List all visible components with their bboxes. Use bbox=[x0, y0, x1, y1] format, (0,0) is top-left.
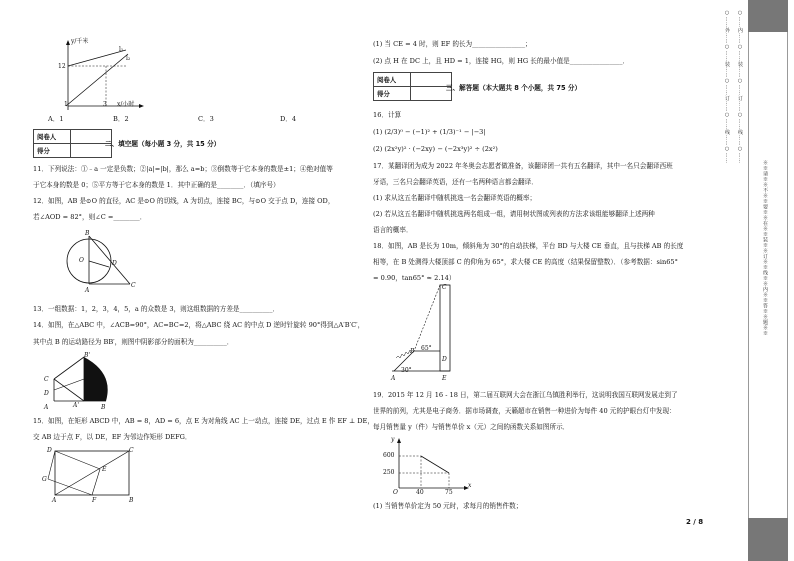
binding-notice: ※※请※※不※※要※※在※※装※※订※※线※※内※※答※※题※※ bbox=[762, 160, 768, 336]
q15-part1: (1) 当 CE = 4 时，则 EF 的长为________________； bbox=[373, 40, 532, 48]
origin-label: O bbox=[393, 489, 398, 496]
q19-line1: 19．2015 年 12 月 16 - 18 日，第二届互联网大会在浙江乌镇胜利举行，这说明我国互联网发展走到了 bbox=[373, 391, 678, 399]
label-e: E bbox=[102, 466, 107, 473]
q15-part2: (2) 点 H 在 DC 上，且 HD = 1，连接 HG，则 HG 长的最小值是________________． bbox=[373, 57, 630, 65]
choice-c: C．3 bbox=[198, 115, 214, 123]
q17-part2-line2: 语言的概率． bbox=[373, 226, 413, 234]
margin-block-top bbox=[748, 0, 788, 32]
label-c: C bbox=[44, 376, 49, 383]
tick-3: 3 bbox=[103, 101, 107, 108]
label-a: A bbox=[52, 497, 57, 504]
q12-line2: 若∠AOD = 82°，则∠C =________． bbox=[33, 213, 147, 221]
q19-line2: 世界的前列，尤其是电子商务．据市场调查，天籁超市在销售一种进价为每件 40 元的护眼台灯中发现： bbox=[373, 407, 676, 415]
inner-binding-line: ○……内……○……装……○……订……○……线……○…… bbox=[737, 10, 743, 164]
tick-600: 600 bbox=[383, 452, 395, 459]
label-a: A bbox=[85, 287, 90, 294]
q15-line2: 交 AB 边于点 F，以 DE，EF 为邻边作矩形 DEFG． bbox=[33, 433, 192, 441]
label-d: D bbox=[47, 447, 52, 454]
q17-part1: (1) 求从这五名翻译中随机挑选一名会翻译英语的概率； bbox=[373, 194, 537, 202]
label-c: C bbox=[442, 284, 447, 291]
angle-30: 30° bbox=[401, 367, 412, 374]
angle-65: 65° bbox=[421, 345, 432, 352]
q16: 16．计算 bbox=[373, 111, 402, 119]
q16-part2: (2) (2x²y)² · (−2xy) − (−2x³y)² ÷ (2x²) bbox=[373, 145, 498, 153]
q17-line1: 17．某翻译团为成为 2022 年冬奥会志愿者做准备，该翻译团一共有五名翻译，其中一名只会翻译西班 bbox=[373, 162, 673, 170]
q12-line1: 12．如图，AB 是⊙O 的直径，AC 是⊙O 的切线，A 为切点，连接 BC，与⊙O 交于点 D，连接 OD， bbox=[33, 197, 335, 205]
circle-figure-q12 bbox=[62, 224, 142, 294]
label-c: C bbox=[129, 447, 134, 454]
label-e: E bbox=[442, 375, 447, 382]
x-axis-label: x bbox=[468, 482, 472, 489]
sales-function-graph bbox=[385, 438, 475, 498]
label-d: D bbox=[44, 390, 49, 397]
tick-250: 250 bbox=[383, 469, 395, 476]
y-axis-label: y/千米 bbox=[71, 38, 89, 45]
score-table-2 bbox=[33, 129, 112, 158]
tick-40: 40 bbox=[416, 489, 424, 496]
section-3-title: 三、解答题（本大题共 8 个小题，共 75 分） bbox=[446, 84, 582, 92]
score-label: 得分 bbox=[374, 87, 411, 101]
reviewer-label: 阅卷人 bbox=[34, 130, 71, 144]
label-l2: l₂ bbox=[126, 55, 131, 62]
q19-line3: 每月销售量 y（件）与销售单价 x（元）之间的函数关系如图所示． bbox=[373, 423, 570, 431]
label-b: B bbox=[101, 404, 106, 411]
tick-75: 75 bbox=[445, 489, 453, 496]
label-d: D bbox=[442, 356, 447, 363]
q14-line2: 其中点 B 的运动路径为 BB′，则图中阴影部分的面积为__________． bbox=[33, 338, 234, 346]
label-b: B bbox=[410, 348, 415, 355]
label-a: A bbox=[44, 404, 49, 411]
label-b: B bbox=[129, 497, 134, 504]
q18-line2: 相等，在 B 处测得大楼顶部 C 的仰角为 65°，求大楼 CE 的高度（结果保留整数）．（参考数据：sin65° bbox=[373, 258, 678, 266]
margin-block-bottom bbox=[748, 518, 788, 561]
section-2-title: 二、填空题（每小题 3 分，共 15 分） bbox=[105, 140, 221, 148]
label-a: A bbox=[391, 375, 396, 382]
label-a-prime: A' bbox=[73, 402, 79, 409]
choice-b: B．2 bbox=[113, 115, 129, 123]
label-l1: l₁ bbox=[119, 46, 124, 53]
q17-part2-line1: (2) 若从这五名翻译中随机挑选两名组成一组，请用树状图或列表的方法求该组能够翻译上述两种 bbox=[373, 210, 655, 218]
outer-binding-line: ○……外……○……装……○……订……○……线……○…… bbox=[724, 10, 730, 164]
q19-part1: (1) 当销售单价定为 50 元时，求每月的销售件数； bbox=[373, 502, 523, 510]
q18-line1: 18．如图，AB 是长为 10m，倾斜角为 30°的自动扶梯，平台 BD 与大楼 CE 垂直，且与扶梯 AB 的长度 bbox=[373, 242, 684, 250]
label-b: B bbox=[85, 230, 90, 237]
q11-line1: 11．下列说法：①﹣a 一定是负数；②|a|=|b|，那么 a=b；③倒数等于它本身的数是±1；④绝对值等 bbox=[33, 165, 333, 173]
y-axis-label: y bbox=[391, 436, 395, 443]
label-c: C bbox=[131, 282, 136, 289]
label-b-prime: B' bbox=[84, 352, 91, 359]
reviewer-label: 阅卷人 bbox=[374, 73, 411, 87]
q14-line1: 14．如图，在△ABC 中，∠ACB=90°，AC=BC=2，将△ABC 绕 AC 的中点 D 逆时针旋转 90°得到△A′B′C′， bbox=[33, 321, 365, 329]
label-o: O bbox=[79, 257, 84, 264]
binding-margin bbox=[718, 0, 794, 561]
x-axis-label: x/小时 bbox=[117, 101, 135, 108]
q16-part1: (1) (2/3)⁰ − (−1)² + (1/3)⁻¹ − |−3| bbox=[373, 128, 486, 136]
choice-d: D．4 bbox=[280, 115, 297, 123]
q13: 13．一组数据：1，2，3，4，5，a 的众数是 3，则这组数据的方差是__________． bbox=[33, 305, 280, 313]
score-table-3 bbox=[373, 72, 452, 101]
rotation-figure-q14 bbox=[44, 353, 124, 408]
label-g: G bbox=[42, 476, 47, 483]
tick-12: 12 bbox=[58, 63, 66, 70]
label-d: D bbox=[112, 260, 117, 267]
line-l1 bbox=[68, 50, 126, 66]
score-label: 得分 bbox=[34, 144, 71, 158]
q11-line2: 于它本身的数是 0；⑤平方等于它本身的数是 1．其中正确的是________．（填序号） bbox=[33, 181, 280, 189]
page-number: 2 / 8 bbox=[686, 518, 704, 526]
q15-line1: 15．如图，在矩形 ABCD 中，AB = 8，AD = 6，点 E 为对角线 AC 上一动点，连接 DE，过点 E 作 EF ⊥ DE， bbox=[33, 417, 374, 425]
choice-a: A．1 bbox=[48, 115, 64, 123]
q18-line3: = 0.90，tan65° ≈ 2.14） bbox=[373, 274, 456, 282]
q17-line2: 牙语，三名只会翻译英语，还有一名两种语言都会翻译． bbox=[373, 178, 538, 186]
tick-1: 1 bbox=[64, 101, 68, 108]
distance-time-graph bbox=[44, 38, 164, 108]
label-f: F bbox=[92, 497, 97, 504]
